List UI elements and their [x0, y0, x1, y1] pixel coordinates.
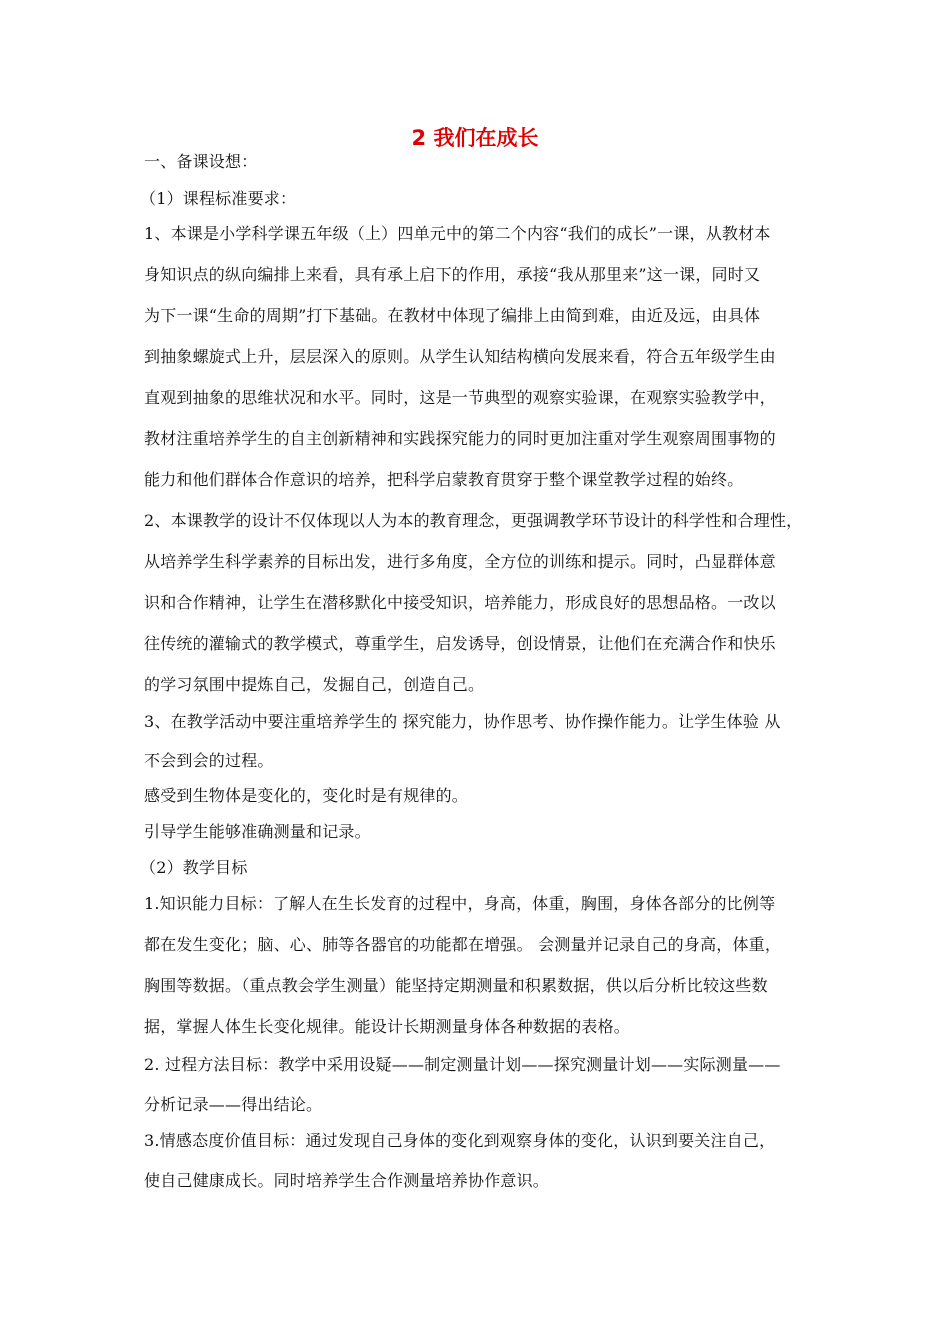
- section-heading: 一、备课设想：: [144, 152, 258, 171]
- paragraph-line: 教材注重培养学生的自主创新精神和实践探究能力的同时更加注重对学生观察周围事物的: [144, 429, 776, 448]
- paragraph-line: 不会到会的过程。: [144, 751, 274, 770]
- paragraph-line: 身知识点的纵向编排上来看，具有承上启下的作用，承接“我从那里来”这一课，同时又: [144, 265, 761, 284]
- subsection-heading: （2）教学目标: [140, 858, 248, 877]
- paragraph-line: 为下一课“生命的周期”打下基础。在教材中体现了编排上由简到难，由近及远，由具体: [144, 306, 761, 325]
- paragraph-line: 到抽象螺旋式上升，层层深入的原则。从学生认知结构横向发展来看，符合五年级学生由: [144, 347, 776, 366]
- paragraph-line: 3、在教学活动中要注重培养学生的 探究能力，协作思考、协作操作能力。让学生体验 从: [144, 712, 781, 731]
- paragraph-line: 据，掌握人体生长变化规律。能设计长期测量身体各种数据的表格。: [144, 1017, 631, 1036]
- paragraph-line: 识和合作精神，让学生在潜移默化中接受知识，培养能力，形成良好的思想品格。一改以: [144, 593, 776, 612]
- paragraph-line: 分析记录——得出结论。: [144, 1095, 323, 1114]
- paragraph-line: 都在发生变化；脑、心、肺等各器官的功能都在增强。 会测量并记录自己的身高，体重，: [144, 935, 782, 954]
- paragraph-line: 能力和他们群体合作意识的培养，把科学启蒙教育贯穿于整个课堂教学过程的始终。: [144, 470, 744, 489]
- document-title: 2 我们在成长: [411, 126, 539, 150]
- paragraph-line: 1.知识能力目标：了解人在生长发育的过程中，身高，体重，胸围，身体各部分的比例等: [144, 894, 776, 913]
- paragraph-line: 从培养学生科学素养的目标出发，进行多角度，全方位的训练和提示。同时，凸显群体意: [144, 552, 776, 571]
- paragraph-line: 直观到抽象的思维状况和水平。同时，这是一节典型的观察实验课，在观察实验教学中，: [144, 388, 776, 407]
- subsection-heading: （1）课程标准要求：: [140, 189, 297, 208]
- paragraph-line: 胸围等数据。（重点教会学生测量）能坚持定期测量和积累数据，供以后分析比较这些数: [144, 976, 768, 995]
- paragraph-line: 的学习氛围中提炼自己，发掘自己，创造自己。: [144, 675, 485, 694]
- paragraph-line: 往传统的灌输式的教学模式，尊重学生，启发诱导，创设情景，让他们在充满合作和快乐: [144, 634, 776, 653]
- paragraph-line: 引导学生能够准确测量和记录。: [144, 822, 371, 841]
- paragraph-line: 感受到生物体是变化的，变化时是有规律的。: [144, 786, 469, 805]
- paragraph-line: 2、本课教学的设计不仅体现以人为本的教育理念，更强调教学环节设计的科学性和合理性，: [144, 511, 803, 530]
- paragraph-line: 使自己健康成长。同时培养学生合作测量培养协作意识。: [144, 1171, 550, 1190]
- paragraph-line: 2. 过程方法目标：教学中采用设疑——制定测量计划——探究测量计划——实际测量——: [144, 1055, 781, 1074]
- paragraph-line: 1、本课是小学科学课五年级（上）四单元中的第二个内容“我们的成长”一课，从教材本: [144, 224, 771, 243]
- paragraph-line: 3.情感态度价值目标：通过发现自己身体的变化到观察身体的变化，认识到要关注自己，: [144, 1131, 776, 1150]
